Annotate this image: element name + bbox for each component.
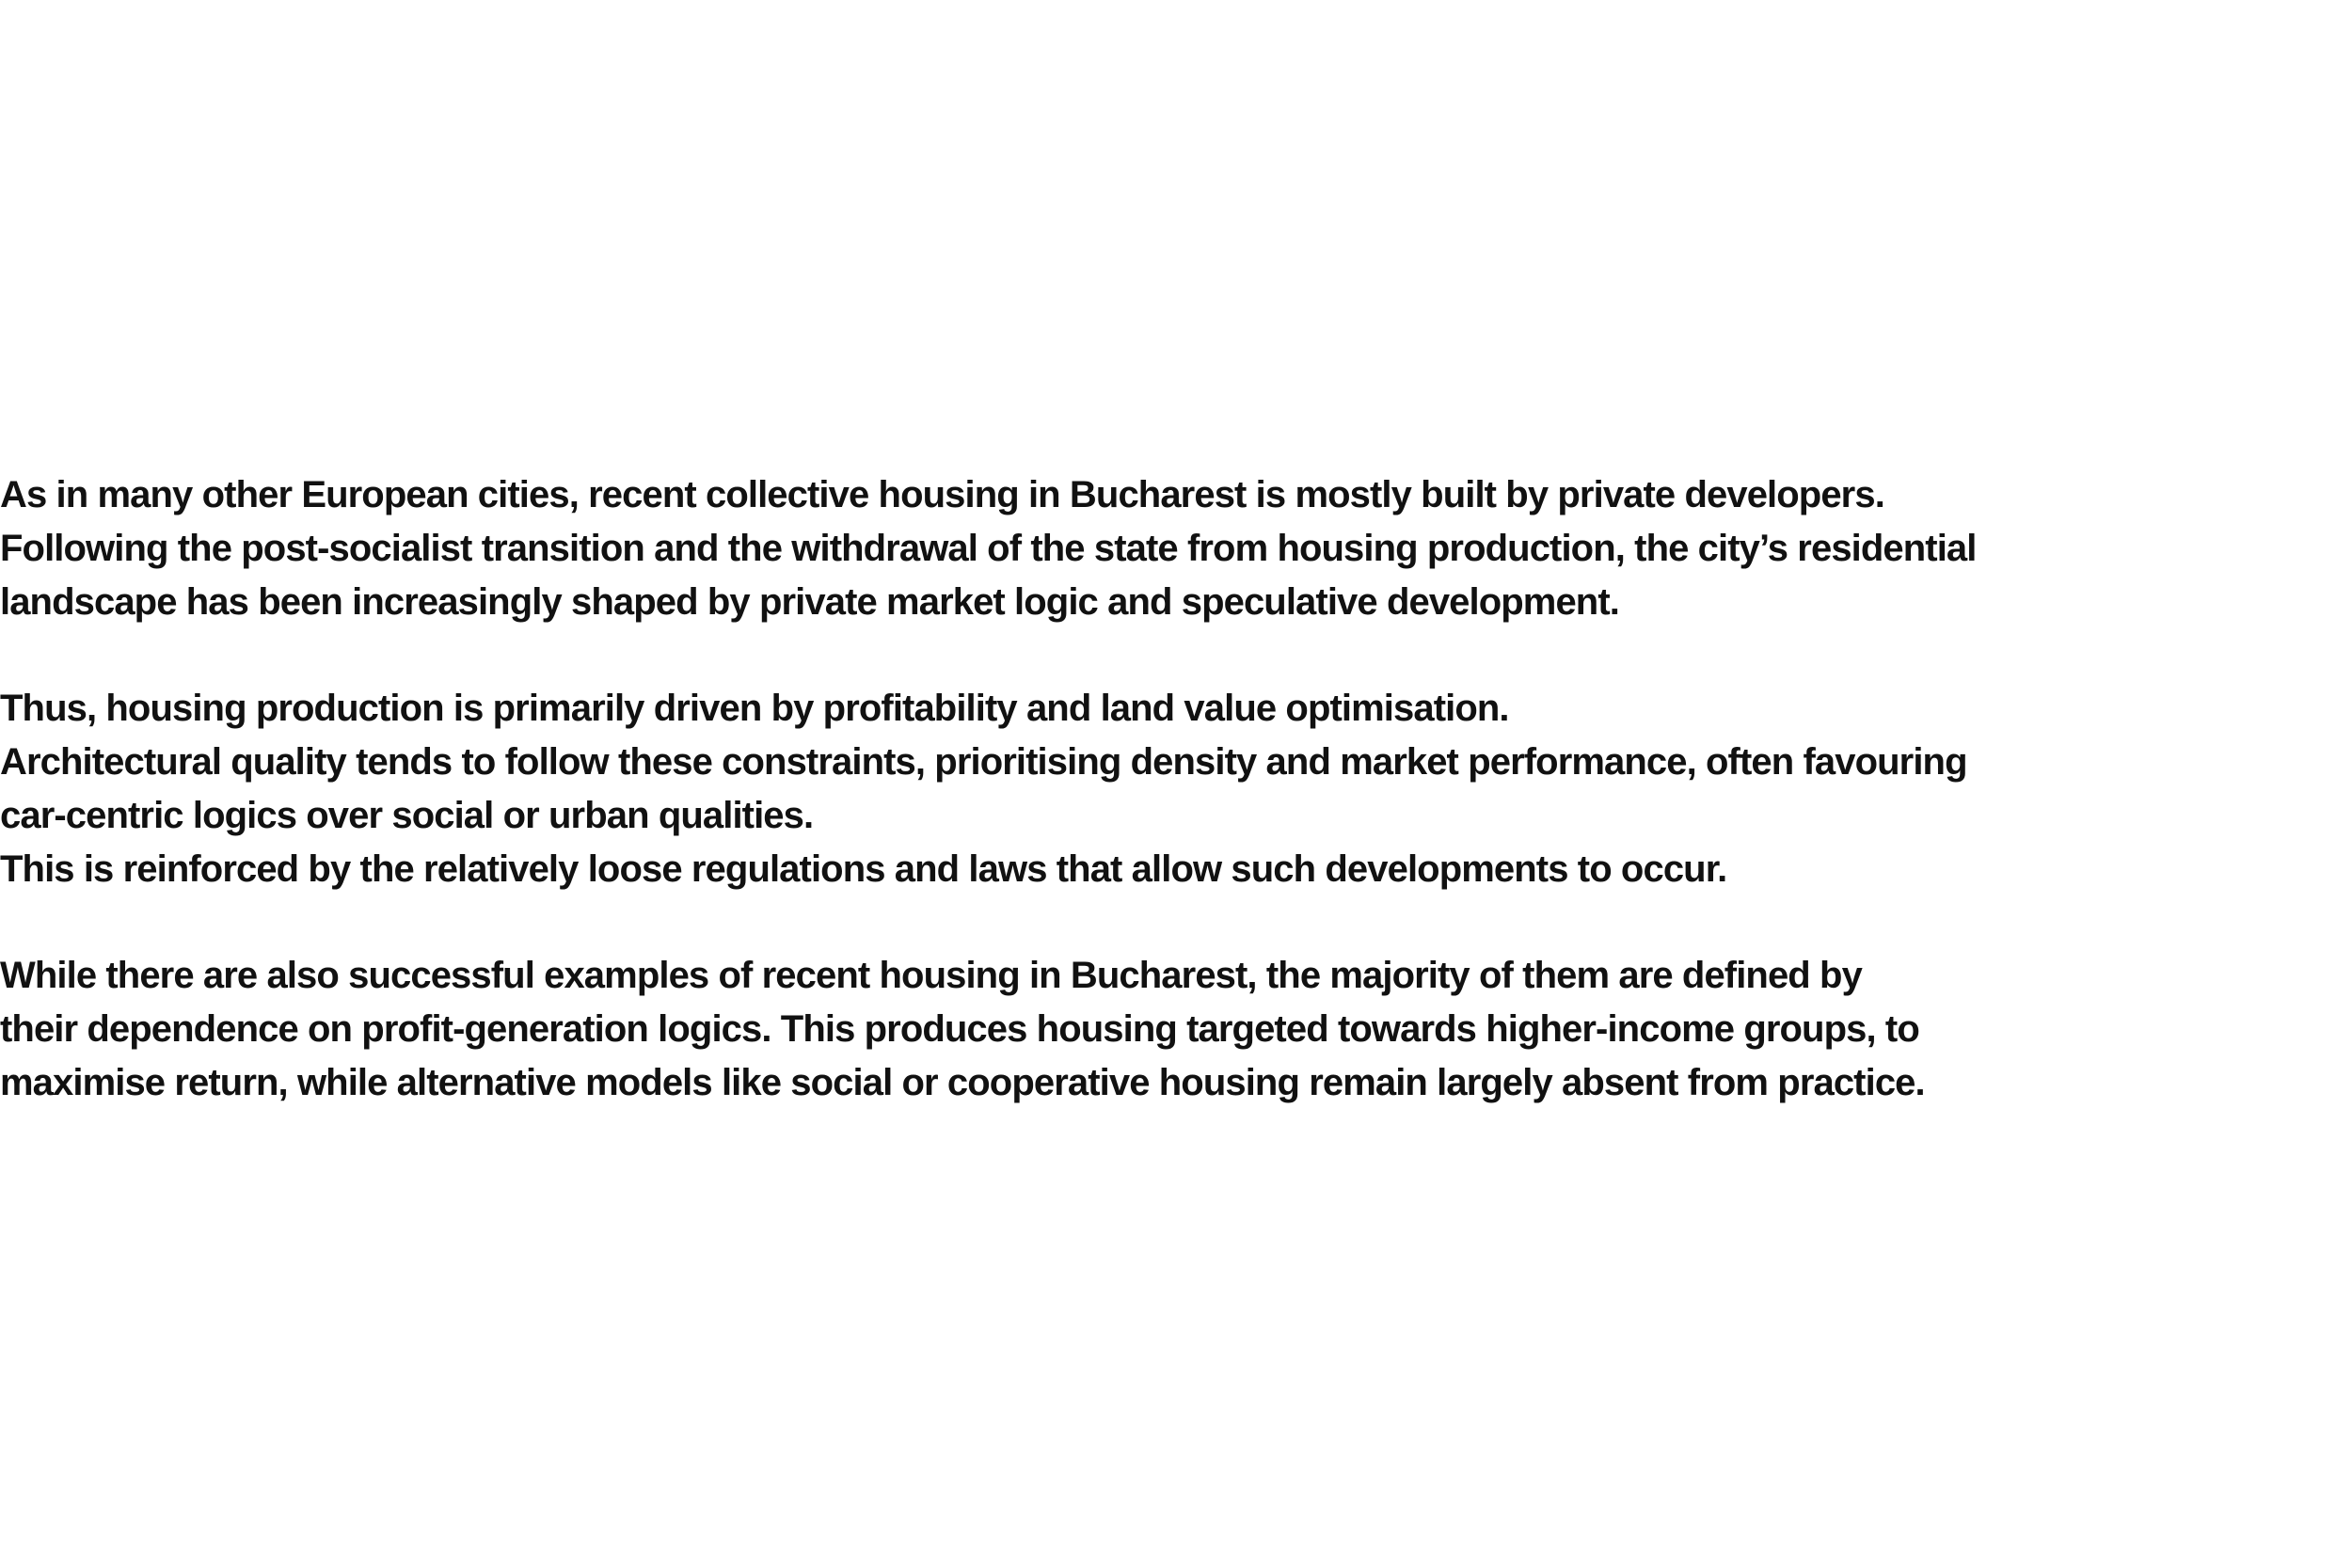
text-line: Architectural quality tends to follow these constraints, prioritising density and market performance, often favouring	[0, 741, 1967, 783]
text-line: their dependence on profit-generation logics. This produces housing targeted towards higher-income groups, to	[0, 1008, 1919, 1050]
text-line: Thus, housing production is primarily driven by profitability and land value optimisation.	[0, 688, 1509, 729]
paragraph-profitability	[0, 682, 2352, 896]
text-line: As in many other European cities, recent collective housing in Bucharest is mostly built by private developers.	[0, 474, 1884, 515]
text-line: landscape has been increasingly shaped by private market logic and speculative development.	[0, 581, 1619, 623]
text-line: Following the post-socialist transition and the withdrawal of the state from housing production, the city’s residential	[0, 528, 1977, 569]
text-line: This is reinforced by the relatively loose regulations and laws that allow such developments to occur.	[0, 848, 1727, 890]
text-line: car-centric logics over social or urban qualities.	[0, 795, 814, 836]
paragraph-alternative-models	[0, 949, 2352, 1110]
document-body	[0, 468, 2352, 1110]
paragraph-private-developers	[0, 468, 2352, 629]
text-line: maximise return, while alternative models like social or cooperative housing remain largely absent from practice.	[0, 1062, 1925, 1103]
text-line: While there are also successful examples of recent housing in Bucharest, the majority of them are defined by	[0, 955, 1862, 996]
